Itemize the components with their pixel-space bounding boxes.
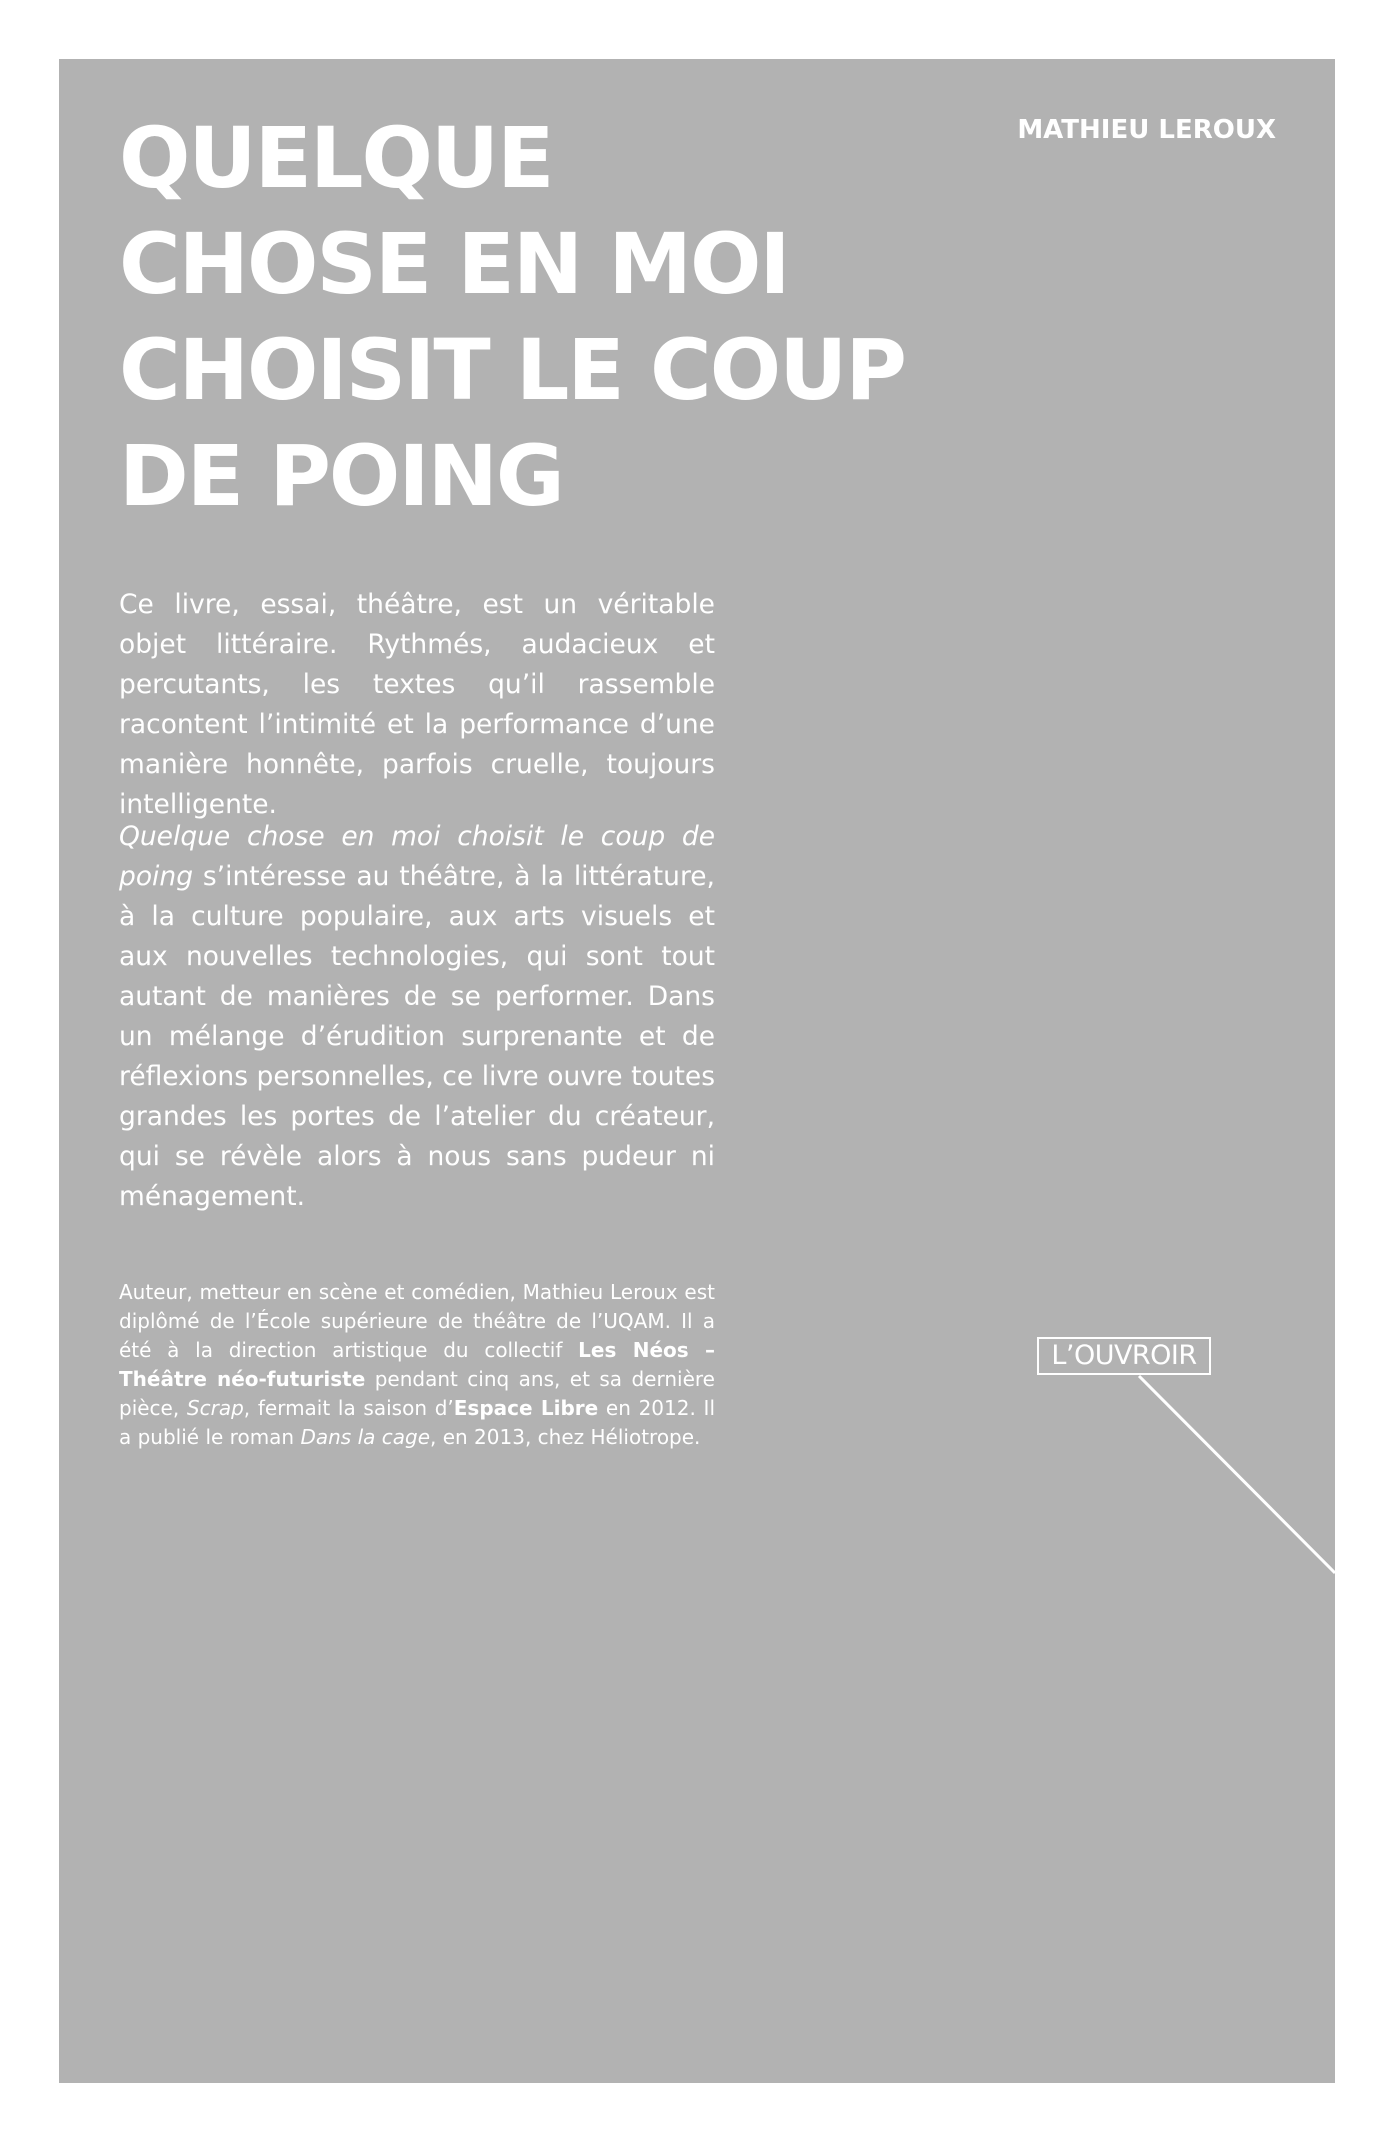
publisher-logo: L’OUVROIR: [1037, 1337, 1211, 1375]
bio-play-title: Scrap: [186, 1396, 244, 1420]
summary-paragraph-2-text: s’intéresse au théâtre, à la littérature, à la culture populaire, aux arts visuels et aux nouvelles technologies, qui sont tout autant de manières de se performer. Dans un mélange d’érudition surprenante et de réflexions personnelles, ce livre ouvre toutes grandes les portes de l’atelier du créateur, qui se révèle alors à nous sans pudeur ni ménagement.: [119, 861, 715, 1212]
bio-text: en 2012. Il a publié le roman: [119, 1396, 715, 1449]
book-title: [119, 105, 969, 529]
book-back-cover: [59, 59, 1335, 2083]
author-name: MATHIEU LEROUX: [1017, 115, 1276, 145]
author-bio: [119, 1278, 715, 1452]
summary-paragraph-2: [119, 817, 715, 1217]
book-title-line: QUELQUE: [119, 109, 553, 207]
bio-collective: Les Néos – Théâtre néo-futuriste: [119, 1338, 715, 1391]
bio-text: , fermait la saison d’: [243, 1396, 454, 1420]
book-title-italic: Quelque chose en moi choisit le coup de poing: [119, 821, 715, 892]
bio-text: pendant cinq ans, et sa dernière pièce,: [119, 1367, 715, 1420]
book-title-line: DE POING: [119, 427, 563, 525]
bio-novel-title: Dans la cage: [300, 1425, 430, 1449]
book-title-line: CHOSE EN MOI: [119, 215, 789, 313]
book-title-line: CHOISIT LE COUP: [119, 321, 905, 419]
bio-text: , en 2013, chez Héliotrope.: [430, 1425, 701, 1449]
summary-paragraph-1: Ce livre, essai, théâtre, est un véritable objet littéraire. Rythmés, audacieux et percutants, les textes qu’il rassemble racontent l’intimité et la performance d’une manière honnête, parfois cruelle, toujours intelligente.: [119, 589, 715, 820]
bio-text: Auteur, metteur en scène et comédien, Mathieu Leroux est diplômé de l’École supérieure de théâtre de l’UQAM. Il a été à la direction artistique du collectif: [119, 1280, 715, 1362]
bio-venue: Espace Libre: [453, 1396, 599, 1420]
